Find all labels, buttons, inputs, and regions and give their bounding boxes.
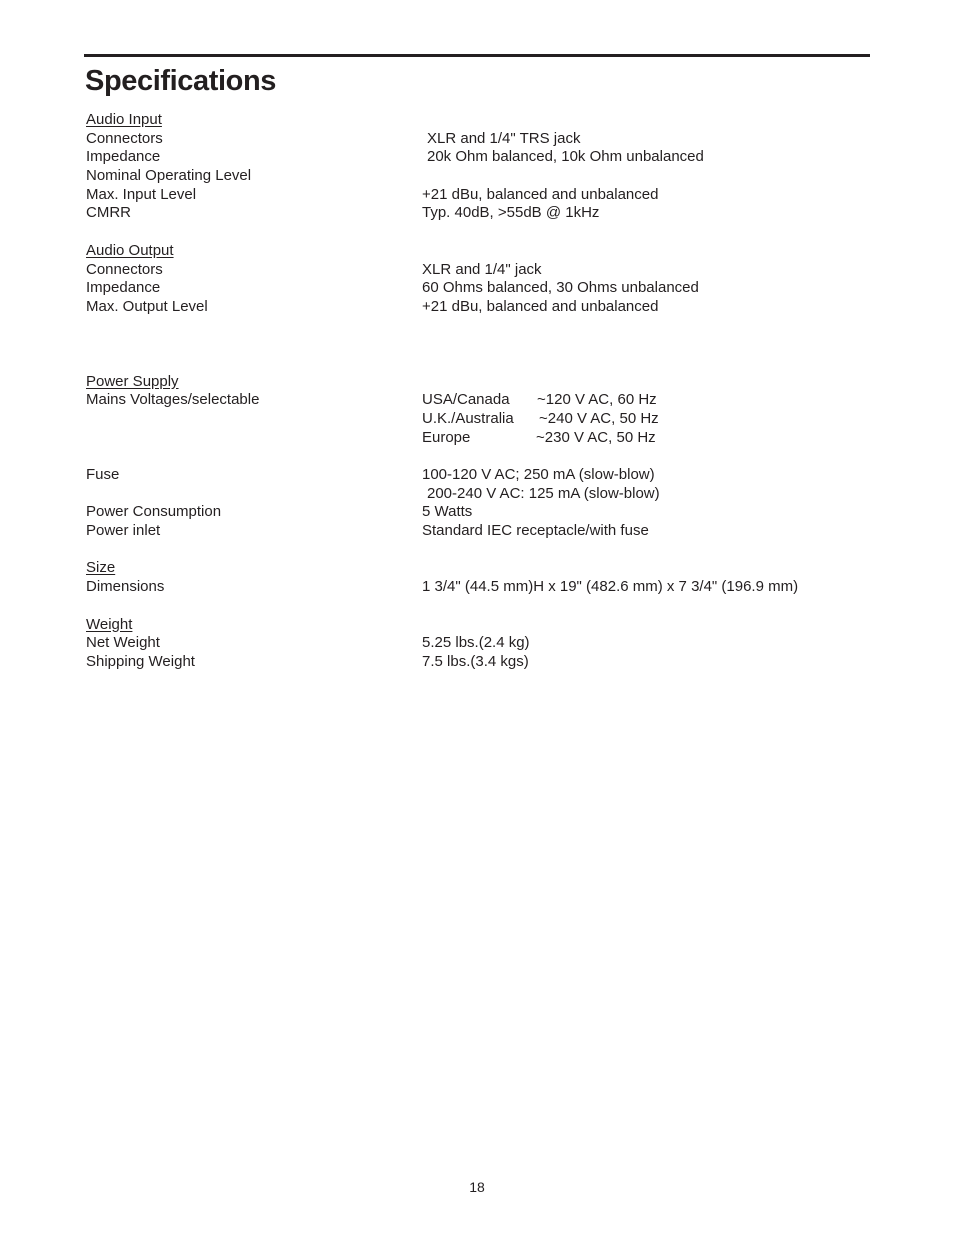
page-number: 18	[469, 1179, 485, 1195]
section-heading-power-supply: Power Supply	[86, 372, 179, 390]
spec-value: 1 3/4" (44.5 mm)H x 19" (482.6 mm) x 7 3/4" (196.9 mm)	[422, 578, 799, 596]
spec-value: +21 dBu, balanced and unbalanced	[422, 297, 659, 315]
spec-label: Mains Voltages/selectable	[86, 391, 260, 409]
spec-label: Net Weight	[86, 634, 160, 652]
spec-value: Typ. 40dB, >55dB @ 1kHz	[422, 204, 600, 222]
section-spacer	[86, 223, 866, 242]
spec-label: Max. Output Level	[86, 297, 208, 315]
spec-label: Nominal Operating Level	[86, 167, 252, 185]
spec-value: 60 Ohms balanced, 30 Ohms unbalanced	[422, 279, 699, 297]
spec-value: Standard IEC receptacle/with fuse	[422, 522, 649, 540]
spec-row	[86, 391, 866, 410]
spec-label: Dimensions	[86, 578, 165, 596]
mains-region: USA/Canada	[422, 391, 510, 409]
page-title: Specifications	[85, 65, 277, 97]
spec-label: Fuse	[86, 466, 120, 483]
spec-value: 7.5 lbs.(3.4 kgs)	[422, 652, 529, 670]
spec-value: XLR and 1/4" TRS jack	[427, 129, 581, 147]
weight-heading-row	[86, 616, 866, 635]
spec-row	[86, 130, 866, 149]
spec-value: XLR and 1/4" jack	[422, 260, 542, 278]
spec-row	[86, 261, 866, 280]
spec-value: 5 Watts	[422, 503, 473, 521]
section-heading-weight: Weight	[86, 615, 133, 633]
spec-row	[86, 279, 866, 298]
spec-row	[86, 148, 866, 167]
mains-region: U.K./Australia	[422, 409, 514, 427]
spec-label: Power inlet	[86, 522, 161, 540]
section-spacer	[86, 541, 866, 560]
spec-row	[86, 578, 866, 597]
section-heading-audio-input: Audio Input	[86, 111, 162, 128]
spec-row	[86, 298, 866, 317]
spec-value: +21 dBu, balanced and unbalanced	[422, 185, 659, 203]
section-heading-audio-output: Audio Output	[86, 241, 174, 259]
section-heading-size: Size	[86, 559, 116, 577]
audio-output-heading-row	[86, 242, 866, 261]
size-heading-row	[86, 559, 866, 578]
spec-label: Connectors	[86, 260, 163, 278]
section-spacer	[86, 317, 866, 373]
mains-region-value: ~120 V AC, 60 Hz	[537, 391, 657, 409]
spec-label: Power Consumption	[86, 503, 222, 521]
spec-value: 20k Ohm balanced, 10k Ohm unbalanced	[427, 148, 704, 166]
spec-row	[86, 410, 866, 429]
header-rule	[84, 54, 870, 57]
spec-row	[86, 204, 866, 223]
section-spacer	[86, 447, 866, 466]
spec-row	[86, 485, 866, 504]
spec-row	[86, 653, 866, 672]
section-spacer	[86, 597, 866, 616]
mains-region-value: ~230 V AC, 50 Hz	[536, 428, 656, 446]
spec-row	[86, 429, 866, 448]
spec-value: 5.25 lbs.(2.4 kg)	[422, 634, 530, 652]
audio-input-heading-row	[86, 111, 866, 130]
power-supply-heading-row	[86, 373, 866, 392]
spec-row	[86, 466, 866, 485]
mains-region-value: ~240 V AC, 50 Hz	[539, 409, 659, 427]
spec-value: 200-240 V AC: 125 mA (slow-blow)	[427, 484, 660, 502]
spec-row	[86, 186, 866, 205]
spec-row	[86, 167, 866, 186]
spec-label: Connectors	[86, 129, 163, 147]
spec-label: Impedance	[86, 148, 161, 166]
mains-region: Europe	[422, 428, 471, 446]
spec-label: Shipping Weight	[86, 652, 195, 670]
spec-row	[86, 503, 866, 522]
specifications-list	[86, 111, 866, 672]
spec-value: 100-120 V AC; 250 mA (slow-blow)	[422, 466, 655, 483]
spec-label: Max. Input Level	[86, 185, 197, 203]
spec-label: Impedance	[86, 279, 161, 297]
spec-row	[86, 522, 866, 541]
spec-label: CMRR	[86, 204, 131, 222]
spec-row	[86, 634, 866, 653]
